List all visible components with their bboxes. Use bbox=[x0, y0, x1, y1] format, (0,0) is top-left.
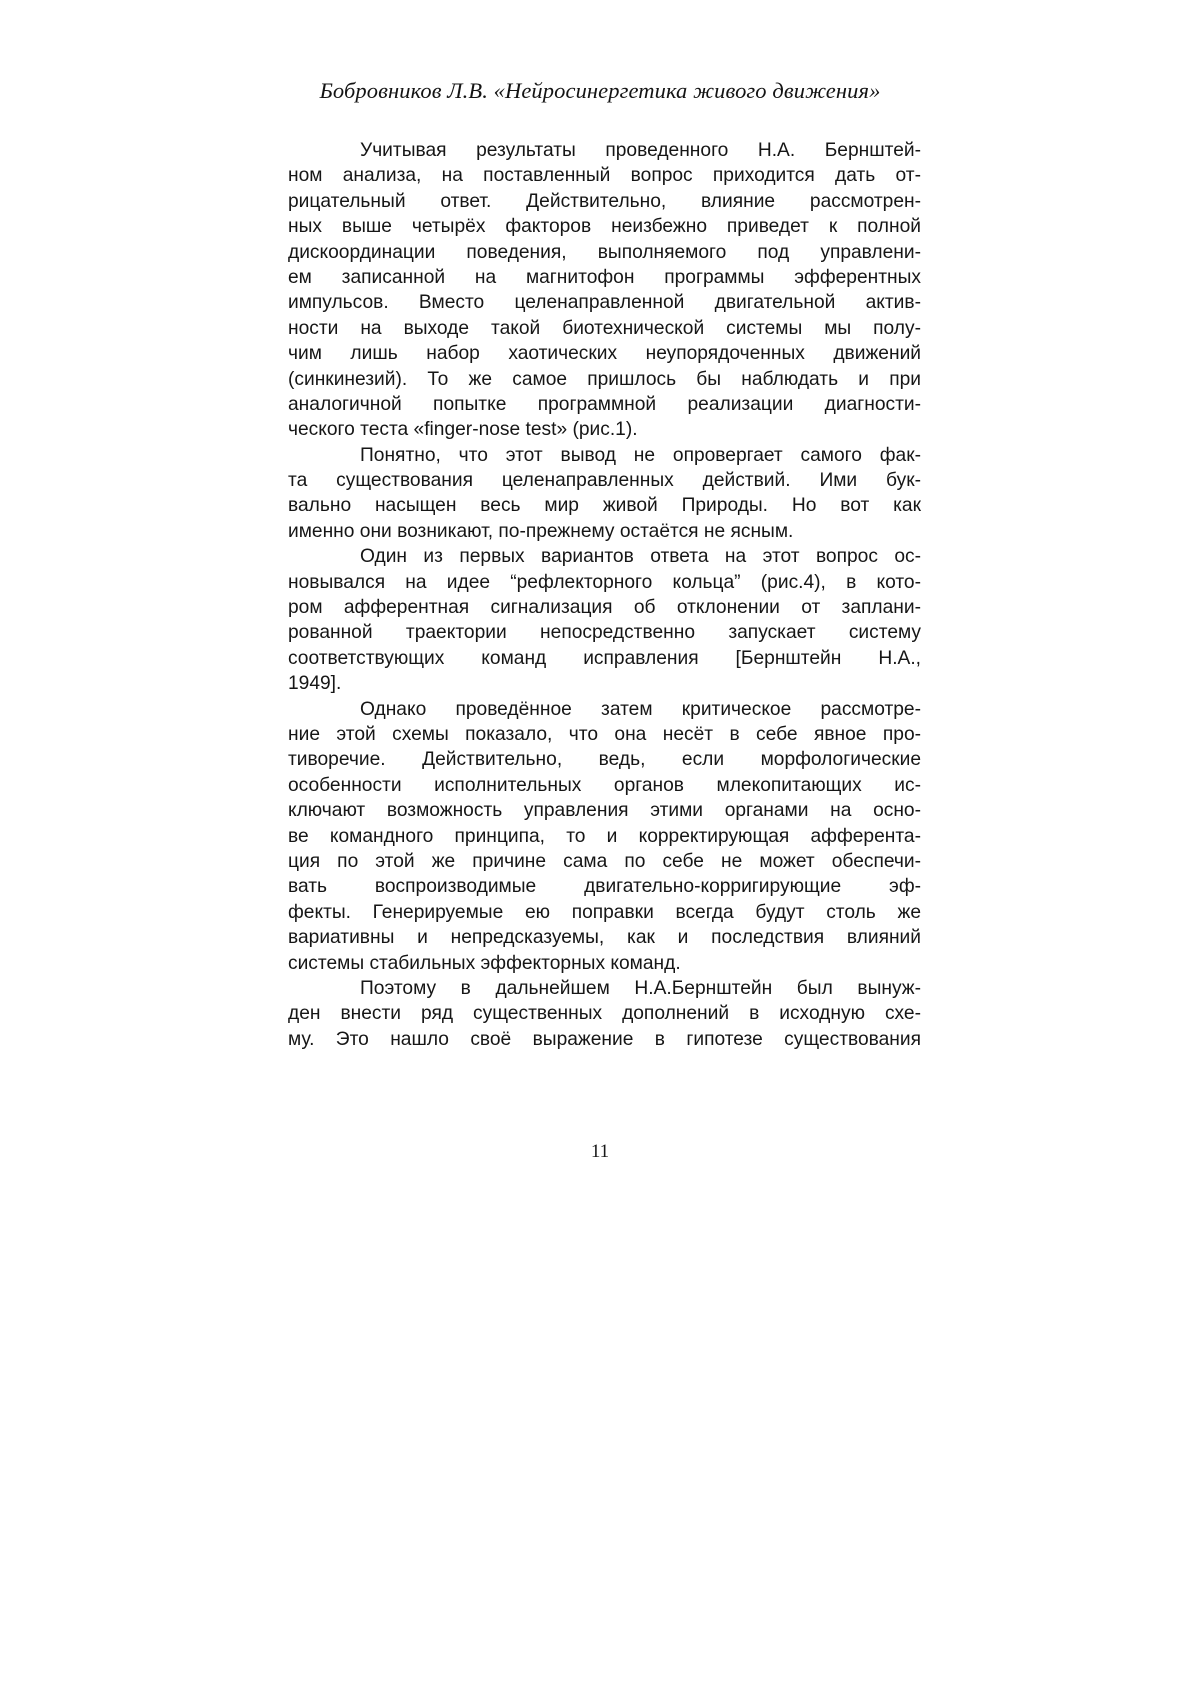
text-line: Один из первых вариантов ответа на этот вопрос ос- bbox=[360, 546, 921, 568]
paragraph bbox=[288, 443, 921, 545]
text-line: 1949]. bbox=[288, 673, 342, 695]
text-line: ческого теста «finger-nose test» (рис.1). bbox=[288, 419, 638, 441]
text-line: ности на выходе такой биотехнической системы мы полу- bbox=[288, 317, 921, 339]
text-line: (синкинезий). То же самое пришлось бы наблюдать и при bbox=[288, 368, 921, 390]
paragraph bbox=[288, 138, 921, 443]
text-line: чим лишь набор хаотических неупорядоченных движений bbox=[288, 343, 921, 365]
text-line: Учитывая результаты проведенного Н.А. Бернштей- bbox=[360, 140, 921, 161]
text-line: импульсов. Вместо целенаправленной двигательной актив- bbox=[288, 292, 921, 314]
text-line: ром афферентная сигнализация об отклонении от заплани- bbox=[288, 597, 921, 619]
text-line: ном анализа, на поставленный вопрос приходится дать от- bbox=[288, 165, 921, 187]
body-text bbox=[288, 138, 921, 1052]
paragraph bbox=[288, 976, 921, 1052]
text-line: особенности исполнительных органов млекопитающих ис- bbox=[288, 774, 921, 796]
text-line: ем записанной на магнитофон программы эфферентных bbox=[288, 266, 921, 288]
text-line: ден внести ряд существенных дополнений в исходную схе- bbox=[288, 1003, 921, 1025]
text-line: новывался на идее “рефлекторного кольца” (рис.4), в кото- bbox=[288, 571, 921, 593]
page-number: 11 bbox=[590, 1141, 610, 1162]
text-line: ных выше четырёх факторов неизбежно приведет к полной bbox=[288, 216, 921, 238]
text-line: Поэтому в дальнейшем Н.А.Бернштейн был вынуж- bbox=[360, 977, 921, 999]
text-line: ция по этой же причине сама по себе не может обеспечи- bbox=[288, 850, 921, 872]
text-line: дискоординации поведения, выполняемого под управлени- bbox=[288, 241, 921, 263]
running-header: Бобровников Л.В. «Нейросинергетика живого движения» bbox=[319, 78, 881, 103]
text-line: системы стабильных эффекторных команд. bbox=[288, 952, 681, 974]
text-line: Понятно, что этот вывод не опровергает самого фак- bbox=[360, 444, 921, 466]
paragraph bbox=[288, 544, 921, 696]
text-line: вать воспроизводимые двигательно-корригирующие эф- bbox=[288, 876, 921, 898]
text-line: вариативны и непредсказуемы, как и последствия влияний bbox=[288, 927, 921, 949]
text-line: фекты. Генерируемые ею поправки всегда будут столь же bbox=[288, 901, 921, 923]
text-line: му. Это нашло своё выражение в гипотезе существования bbox=[288, 1028, 921, 1050]
text-line: рицательный ответ. Действительно, влияние рассмотрен- bbox=[288, 190, 921, 212]
text-line: ключают возможность управления этими органами на осно- bbox=[288, 800, 921, 822]
text-line: вально насыщен весь мир живой Природы. Но вот как bbox=[288, 495, 921, 517]
text-line: та существования целенаправленных действий. Ими бук- bbox=[288, 470, 921, 492]
text-line: аналогичной попытке программной реализации диагности- bbox=[288, 393, 921, 415]
text-line: рованной траектории непосредственно запускает систему bbox=[288, 622, 921, 644]
text-line: тиворечие. Действительно, ведь, если морфологические bbox=[288, 749, 921, 771]
text-line: ве командного принципа, то и корректирующая афферента- bbox=[288, 825, 921, 847]
text-line: именно они возникают, по-прежнему остаётся не ясным. bbox=[288, 520, 794, 542]
paragraph bbox=[288, 697, 921, 976]
text-line: соответствующих команд исправления [Бернштейн Н.А., bbox=[288, 647, 921, 669]
text-line: Однако проведённое затем критическое рассмотре- bbox=[360, 698, 921, 720]
text-line: ние этой схемы показало, что она несёт в себе явное про- bbox=[288, 723, 921, 745]
